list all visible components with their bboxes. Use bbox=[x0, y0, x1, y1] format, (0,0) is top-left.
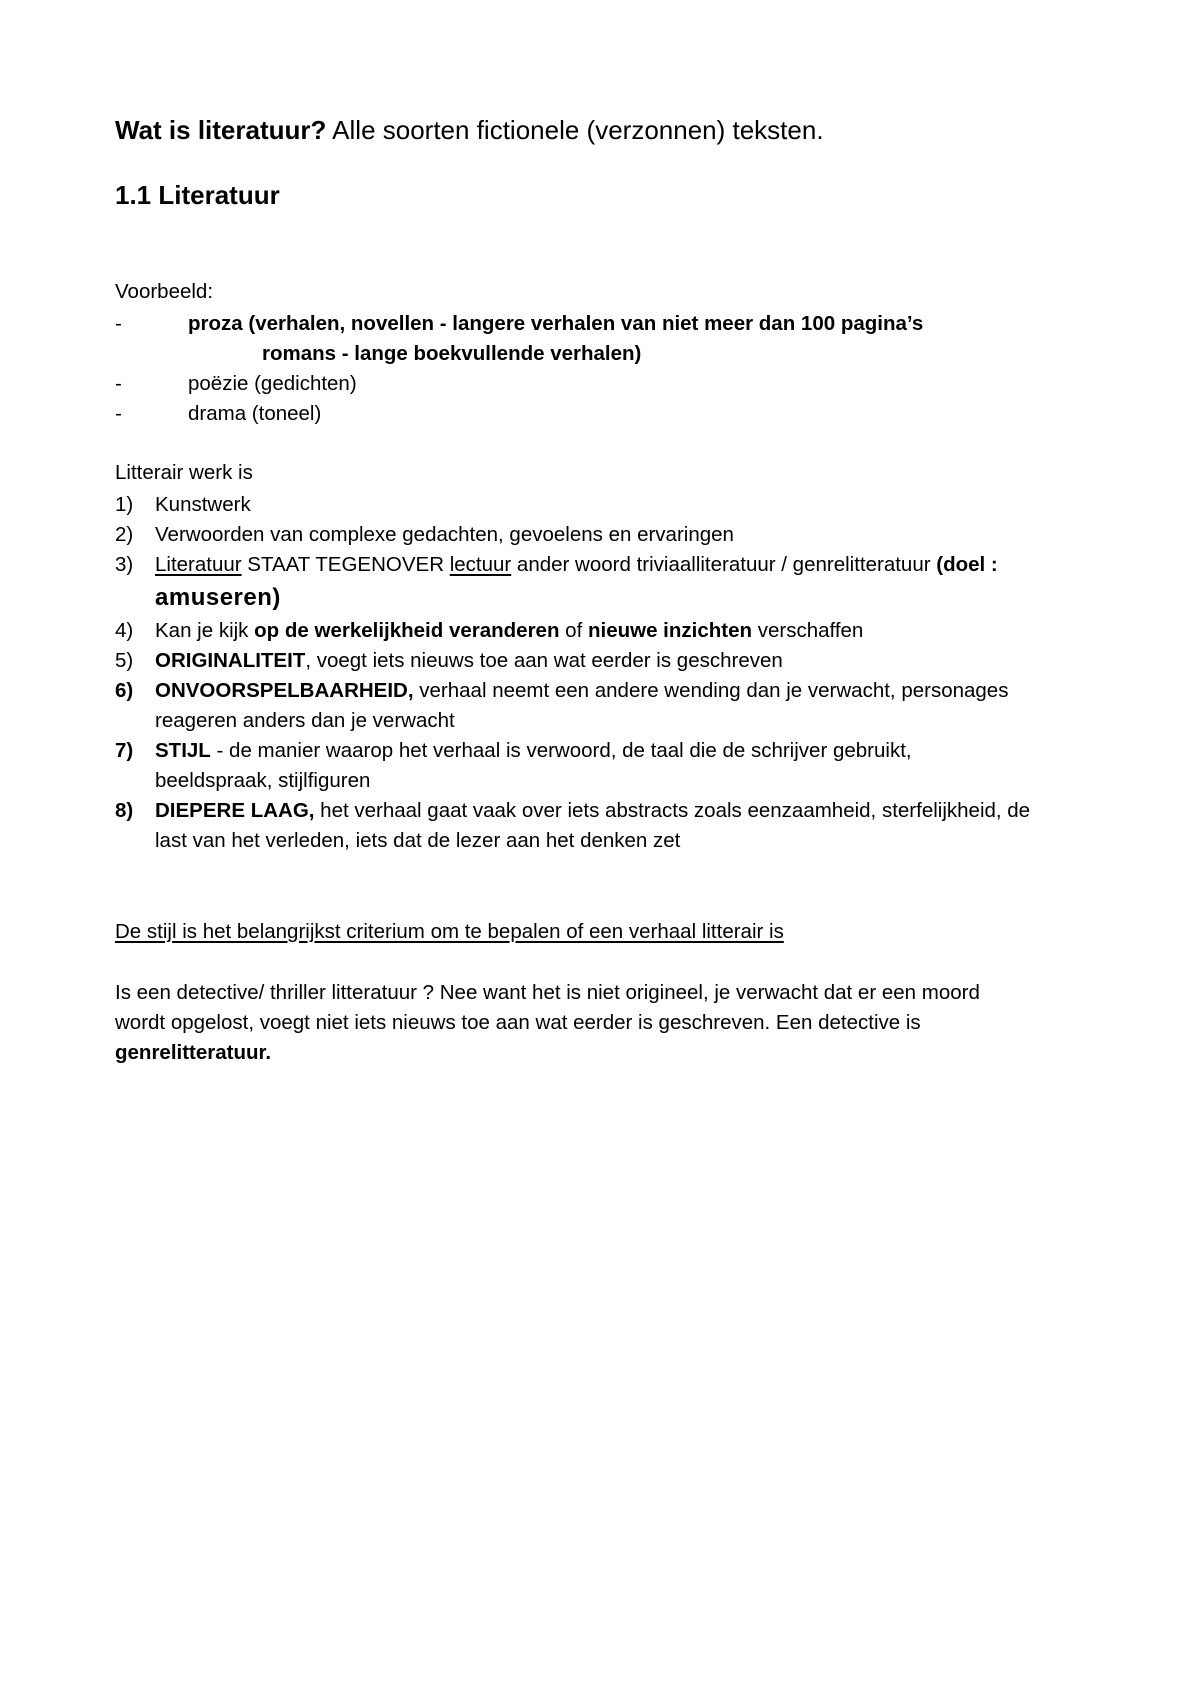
werk-item-5 bbox=[155, 649, 783, 673]
item-text: het verhaal gaat vaak over iets abstracts zoals eenzaamheid, sterfelijkheid, de bbox=[314, 799, 1031, 822]
werk-item-4 bbox=[155, 619, 863, 643]
item-text: verhaal neemt een andere wending dan je verwacht, personages bbox=[413, 679, 1009, 702]
item-bold: STIJL bbox=[155, 739, 211, 762]
list-number: 6) bbox=[115, 679, 134, 702]
item-text: Kan je kijk bbox=[155, 619, 255, 642]
list-number: 7) bbox=[115, 739, 134, 762]
list-dash: - bbox=[115, 372, 122, 395]
doel-label: (doel : bbox=[936, 553, 998, 576]
item-text: ander woord triviaalliteratuur / genrelitteratuur bbox=[511, 553, 937, 576]
item-text: - de manier waarop het verhaal is verwoord, de taal die de schrijver gebruikt, bbox=[210, 739, 912, 762]
item-bold: ORIGINALITEIT bbox=[155, 649, 306, 672]
item-bold: op de werkelijkheid veranderen bbox=[254, 619, 560, 642]
section-heading: 1.1 Literatuur bbox=[115, 180, 280, 210]
voorbeeld-item-poezie: poëzie (gedichten) bbox=[188, 372, 357, 395]
list-number: 2) bbox=[115, 523, 134, 546]
item-bold: nieuwe inzichten bbox=[587, 619, 753, 642]
voorbeeld-item-drama: drama (toneel) bbox=[188, 402, 322, 425]
werk-item-1: Kunstwerk bbox=[155, 493, 251, 516]
voorbeeld-label: Voorbeeld: bbox=[115, 280, 214, 303]
werk-item-7-continuation: beeldspraak, stijlfiguren bbox=[155, 769, 371, 792]
list-number: 3) bbox=[115, 553, 134, 576]
detective-line-2: wordt opgelost, voegt niet iets nieuws toe aan wat eerder is geschreven. Een detective is bbox=[115, 1011, 921, 1034]
werk-item-7 bbox=[155, 739, 912, 763]
list-dash: - bbox=[115, 402, 122, 425]
item-text: , voegt iets nieuws toe aan wat eerder is geschreven bbox=[305, 649, 783, 672]
detective-line-3: genrelitteratuur. bbox=[115, 1041, 272, 1064]
list-number: 8) bbox=[115, 799, 134, 822]
list-number: 5) bbox=[115, 649, 134, 672]
detective-line-1: Is een detective/ thriller litteratuur ? Nee want het is niet origineel, je verwacht dat er een moord bbox=[115, 981, 980, 1004]
item-text: verschaffen bbox=[752, 619, 864, 642]
werk-item-6 bbox=[155, 679, 1008, 703]
title-line bbox=[115, 117, 824, 143]
list-number: 4) bbox=[115, 619, 134, 642]
werk-item-3 bbox=[155, 553, 998, 577]
voorbeeld-item-romans: romans - lange boekvullende verhalen) bbox=[262, 342, 642, 365]
item-text: of bbox=[559, 619, 588, 642]
criterium-statement: De stijl is het belangrijkst criterium om te bepalen of een verhaal litterair is bbox=[115, 920, 784, 943]
list-number: 1) bbox=[115, 493, 134, 516]
werk-item-3-continuation: amuseren) bbox=[155, 584, 281, 611]
item-bold: ONVOORSPELBAARHEID, bbox=[155, 679, 414, 702]
voorbeeld-item-proza: proza (verhalen, novellen - langere verhalen van niet meer dan 100 pagina’s bbox=[188, 312, 924, 335]
literatuur-term: Literatuur bbox=[155, 553, 242, 576]
werk-label: Litterair werk is bbox=[115, 461, 253, 484]
lectuur-term: lectuur bbox=[449, 553, 512, 576]
werk-item-8-continuation: last van het verleden, iets dat de lezer aan het denken zet bbox=[155, 829, 681, 852]
list-dash: - bbox=[115, 312, 122, 335]
title-answer: Alle soorten fictionele (verzonnen) teksten. bbox=[326, 115, 824, 145]
item-bold: DIEPERE LAAG, bbox=[155, 799, 315, 822]
werk-item-2: Verwoorden van complexe gedachten, gevoelens en ervaringen bbox=[155, 523, 734, 546]
werk-item-8 bbox=[155, 799, 1030, 823]
item-text: STAAT TEGENOVER bbox=[241, 553, 450, 576]
title-question: Wat is literatuur? bbox=[115, 115, 327, 145]
werk-item-6-continuation: reageren anders dan je verwacht bbox=[155, 709, 455, 732]
